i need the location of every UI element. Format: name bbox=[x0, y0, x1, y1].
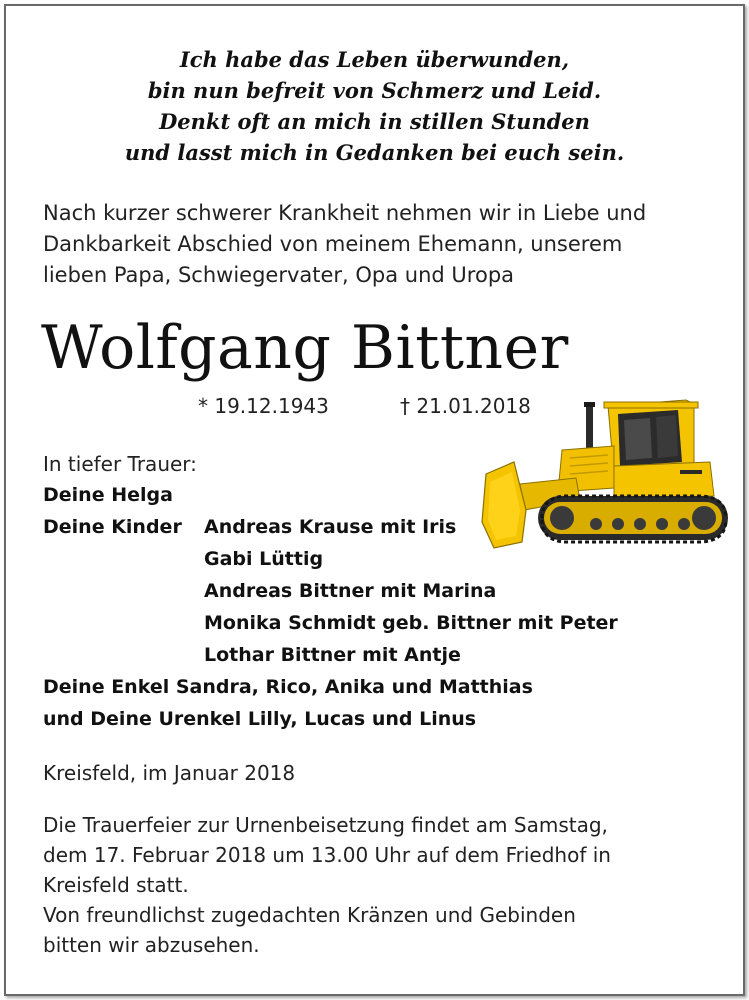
mourners-great-grandchildren: und Deine Urenkel Lilly, Lucas und Linus bbox=[43, 708, 477, 730]
service-line: Die Trauerfeier zur Urnenbeisetzung findet am Samstag, bbox=[43, 813, 608, 837]
funeral-service-info bbox=[43, 810, 723, 960]
announcement-line: lieben Papa, Schwiegervater, Opa und Uropa bbox=[43, 263, 515, 287]
deceased-name: Wolfgang Bittner bbox=[41, 313, 569, 383]
mourners-label: In tiefer Trauer: bbox=[43, 452, 197, 476]
place-and-date: Kreisfeld, im Januar 2018 bbox=[43, 761, 296, 785]
mourners-grandchildren: Deine Enkel Sandra, Rico, Anika und Matthias bbox=[43, 676, 533, 698]
memorial-poem bbox=[0, 44, 749, 168]
poem-line: bin nun befreit von Schmerz und Leid. bbox=[147, 78, 602, 103]
service-line: Kreisfeld statt. bbox=[43, 873, 189, 897]
mourner-wife: Deine Helga bbox=[43, 484, 173, 506]
service-line: dem 17. Februar 2018 um 13.00 Uhr auf dem Friedhof in bbox=[43, 843, 611, 867]
service-line: bitten wir abzusehen. bbox=[43, 933, 260, 957]
mourner-child: Gabi Lüttig bbox=[204, 548, 324, 570]
service-line: Von freundlichst zugedachten Kränzen und Gebinden bbox=[43, 903, 576, 927]
death-date: † 21.01.2018 bbox=[400, 394, 531, 418]
poem-line: und lasst mich in Gedanken bei euch sein. bbox=[124, 140, 625, 165]
bulldozer-icon bbox=[480, 392, 730, 554]
mourner-child: Andreas Krause mit Iris bbox=[204, 516, 457, 538]
announcement-line: Nach kurzer schwerer Krankheit nehmen wir in Liebe und bbox=[43, 201, 647, 225]
mourner-child: Lothar Bittner mit Antje bbox=[204, 644, 461, 666]
poem-line: Ich habe das Leben überwunden, bbox=[179, 47, 570, 72]
poem-line: Denkt oft an mich in stillen Stunden bbox=[159, 109, 590, 134]
mourners-children-label: Deine Kinder bbox=[43, 516, 182, 538]
announcement-text bbox=[43, 198, 713, 291]
announcement-line: Dankbarkeit Abschied von meinem Ehemann, unserem bbox=[43, 232, 623, 256]
mourner-child: Andreas Bittner mit Marina bbox=[204, 580, 497, 602]
birth-date: * 19.12.1943 bbox=[198, 394, 329, 418]
mourner-child: Monika Schmidt geb. Bittner mit Peter bbox=[204, 612, 618, 634]
